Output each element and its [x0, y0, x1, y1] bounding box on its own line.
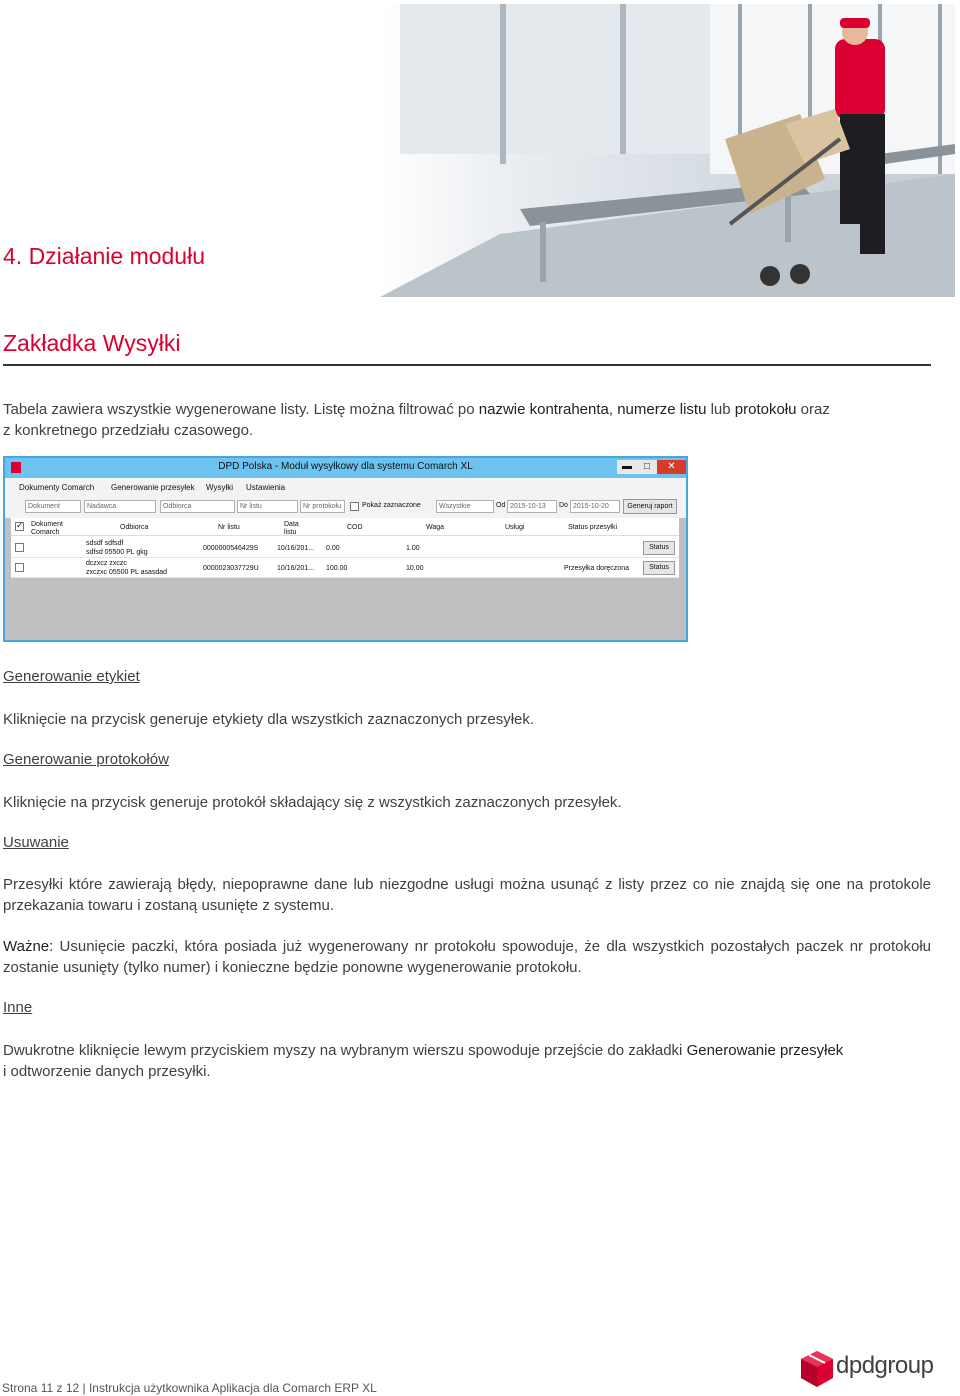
col-status-przesylki: Status przesyłki	[568, 524, 618, 531]
row-checkbox[interactable]	[15, 563, 24, 572]
maximize-button[interactable]: □	[637, 460, 657, 474]
intro-text-1: Tabela zawiera wszystkie wygenerowane listy. Listę można filtrować po	[3, 401, 479, 418]
intro-text-3: oraz	[796, 401, 830, 418]
title-divider	[3, 364, 931, 366]
table-row[interactable]	[11, 538, 679, 558]
filter-dokument-input[interactable]: Dokument	[25, 500, 81, 513]
show-selected-checkbox[interactable]	[350, 502, 359, 511]
row-status-button[interactable]: Status	[643, 561, 675, 575]
close-button[interactable]: ✕	[657, 460, 686, 474]
intro-bold-contractor: nazwie kontrahenta	[478, 401, 609, 418]
intro-sep: ,	[608, 401, 618, 418]
page-footer: Strona 11 z 12 | Instrukcja użytkownika Aplikacja dla Comarch ERP XL	[2, 1381, 377, 1395]
row-nr-listu: 0000000546429S	[203, 545, 259, 552]
menu-generowanie-przesylek[interactable]: Generowanie przesyłek	[111, 483, 195, 492]
intro-text-2: lub	[706, 401, 735, 418]
col-dokument-comarch: Dokument Comarch	[31, 521, 63, 536]
menu-wysylki[interactable]: Wysyłki	[206, 483, 234, 492]
intro-bold-list-number: numerze listu	[617, 401, 707, 418]
do-label: Do	[559, 502, 568, 509]
paragraph-protokoly: Kliknięcie na przycisk generuje protokół składający się z wszystkich zaznaczonych przesyłek.	[3, 794, 622, 811]
filter-nr-listu-input[interactable]: Nr listu	[237, 500, 298, 513]
filter-odbiorca-input[interactable]: Odbiorca	[160, 500, 235, 513]
date-from-input[interactable]: 2015-10-13	[507, 500, 557, 513]
row-data: 10/16/201...	[277, 545, 314, 552]
table-header	[11, 518, 679, 536]
app-titlebar	[5, 458, 686, 478]
filter-nadawca-input[interactable]: Nadawca	[84, 500, 156, 513]
table-row[interactable]	[11, 558, 679, 578]
row-waga: 10.00	[406, 565, 424, 572]
subheading-usuwanie: Usuwanie	[3, 834, 69, 851]
date-to-input[interactable]: 2015-10-20	[570, 500, 620, 513]
col-uslugi: Usługi	[505, 524, 525, 531]
dpd-cube-icon	[800, 1350, 834, 1388]
row-odbiorca-line1: dczxcz zxczc	[86, 560, 127, 567]
col-data-listu: Data listu	[284, 521, 299, 536]
col-waga: Waga	[426, 524, 445, 531]
minimize-button[interactable]: ▬	[617, 460, 637, 474]
subheading-generowanie-protokolow: Generowanie protokołów	[3, 751, 169, 768]
menu-ustawienia[interactable]: Ustawienia	[246, 483, 286, 492]
row-odbiorca-line2: sdfsd 05500 PL gkg	[86, 549, 148, 556]
subheading-generowanie-etykiet: Generowanie etykiet	[3, 668, 140, 685]
intro-bold-protocol: protokołu	[734, 401, 797, 418]
od-label: Od	[496, 502, 506, 509]
row-odbiorca-line1: sdsdf sdfsdf	[86, 540, 124, 547]
col-odbiorca: Odbiorca	[120, 524, 149, 531]
shipments-table	[11, 518, 679, 578]
hero-photo-courier	[380, 4, 955, 297]
wazne-text: Usunięcie paczki, która posiada już wygenerowany nr protokołu spowoduje, że dla wszystkich pozostałych paczek nr protokołu zostanie usunięty (tylko numer) i konieczne będzie ponowne wygenerowanie protokołu.	[3, 938, 931, 976]
select-all-checkbox[interactable]	[15, 522, 24, 531]
filter-bar	[5, 496, 686, 518]
inne-bold-tab: Generowanie przesyłek	[686, 1042, 844, 1059]
subheading-inne: Inne	[3, 999, 33, 1016]
app-title: DPD Polska - Moduł wysyłkowy dla systemu Comarch XL	[218, 461, 473, 472]
col-nr-listu: Nr listu	[218, 524, 240, 531]
inne-text-2: i odtworzenie danych przesyłki.	[3, 1063, 211, 1080]
show-selected-label: Pokaż zaznaczone	[362, 502, 421, 509]
row-data: 10/16/201...	[277, 565, 314, 572]
col-cod: COD	[347, 524, 363, 531]
app-window-screenshot	[3, 456, 688, 642]
paragraph-usuwanie: Przesyłki które zawierają błędy, niepoprawne dane lub niezgodne usługi można usunąć z listy przez co nie znajdą się one na protokole przekazania towaru i zostaną usunięte z systemu.	[3, 876, 931, 914]
row-cod: 0.00	[326, 545, 340, 552]
row-odbiorca-line2: zxczxc 05500 PL asasdad	[86, 569, 168, 576]
row-cod: 100.00	[326, 565, 348, 572]
filter-nr-protokolu-input[interactable]: Nr protokołu	[300, 500, 345, 513]
app-menu-bar	[5, 478, 686, 496]
status-select[interactable]: Wszystkie	[436, 500, 494, 513]
wazne-label: Ważne:	[3, 938, 54, 955]
row-status: Przesyłka doręczona	[564, 565, 629, 572]
intro-paragraph	[3, 399, 931, 441]
tab-title: Zakładka Wysyłki	[3, 330, 181, 356]
menu-dokumenty-comarch[interactable]: Dokumenty Comarch	[19, 483, 95, 492]
row-waga: 1.00	[406, 545, 420, 552]
inne-text: Dwukrotne kliknięcie lewym przyciskiem myszy na wybranym wierszu spowoduje przejście do zakładki	[3, 1042, 687, 1059]
dpdgroup-logo	[800, 1350, 935, 1388]
section-heading: 4. Działanie modułu	[3, 243, 206, 269]
row-nr-listu: 0000023037729U	[203, 565, 259, 572]
logo-wordmark: dpdgroup	[836, 1352, 934, 1379]
intro-text-line2: z konkretnego przedziału czasowego.	[3, 422, 254, 439]
paragraph-wazne	[3, 936, 931, 978]
paragraph-etykiety: Kliknięcie na przycisk generuje etykiety dla wszystkich zaznaczonych przesyłek.	[3, 711, 535, 728]
paragraph-inne	[3, 1040, 931, 1082]
row-checkbox[interactable]	[15, 543, 24, 552]
generate-report-button[interactable]: Generuj raport	[623, 499, 677, 514]
row-status-button[interactable]: Status	[643, 541, 675, 555]
